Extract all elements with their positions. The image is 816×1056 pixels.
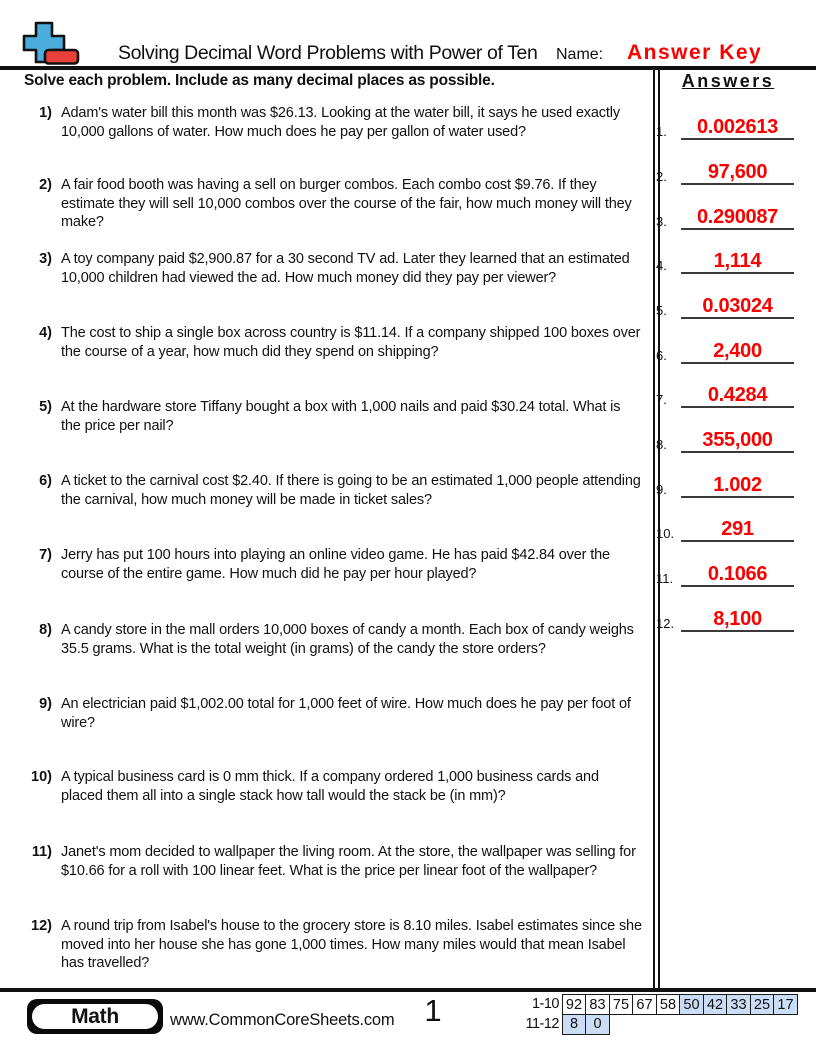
problem-number: 8) — [39, 622, 52, 638]
answer-row — [656, 114, 794, 140]
answer-blank-line — [681, 608, 794, 632]
score-row — [519, 994, 798, 1015]
answer-blank-line — [681, 340, 794, 364]
answer-blank-line — [681, 116, 794, 140]
answer-value: 1,114 — [713, 250, 762, 272]
answer-row — [656, 472, 794, 498]
problem-text: A candy store in the mall orders 10,000 boxes of candy a month. Each box of candy weighs 35.5 grams. What is the total weight (in grams) of the candy the store orders? — [61, 622, 634, 657]
answer-value: 291 — [721, 518, 754, 540]
problem-item — [24, 472, 643, 509]
score-cell: 0 — [585, 1014, 610, 1035]
answer-number: 9. — [656, 482, 667, 497]
page-title: Solving Decimal Word Problems with Power of Ten — [118, 42, 538, 64]
answer-blank-line — [681, 384, 794, 408]
subject-badge-pill — [30, 1002, 160, 1031]
answer-blank-line — [681, 161, 794, 185]
subject-label: Math — [71, 1004, 119, 1028]
answer-blank-line — [681, 518, 794, 542]
answer-row — [656, 338, 794, 364]
score-cell: 83 — [585, 994, 610, 1015]
problem-text: Adam's water bill this month was $26.13. Looking at the water bill, it says he used exactly 10,000 gallons of water. How much does he pay per gallon of water used? — [61, 105, 620, 140]
problem-number: 3) — [39, 251, 52, 267]
problem-number: 2) — [39, 177, 52, 193]
answer-blank-line — [681, 563, 794, 587]
answer-number: 12. — [656, 616, 675, 631]
answer-number: 10. — [656, 526, 675, 541]
score-cell: 67 — [632, 994, 657, 1015]
answer-value: 355,000 — [702, 429, 773, 451]
problem-number: 1) — [39, 105, 52, 121]
score-cell: 92 — [562, 994, 587, 1015]
score-cell: 50 — [679, 994, 704, 1015]
answer-number: 8. — [656, 437, 667, 452]
problem-number: 5) — [39, 399, 52, 415]
problem-number: 7) — [39, 547, 52, 563]
answer-blank-line — [681, 295, 794, 319]
answer-number: 3. — [656, 214, 667, 229]
score-cell: 42 — [703, 994, 728, 1015]
problem-text: A round trip from Isabel's house to the grocery store is 8.10 miles. Isabel estimates since she moved into her house she has gone 1,000 times. How many miles would that mean Isabel has travelled? — [61, 918, 642, 972]
score-row — [519, 1014, 798, 1035]
problem-number: 4) — [39, 325, 52, 341]
score-cell: 25 — [750, 994, 775, 1015]
answer-row — [656, 606, 794, 632]
problem-text: A toy company paid $2,900.87 for a 30 second TV ad. Later they learned that an estimated 10,000 children had viewed the ad. How much money did they pay per viewer? — [61, 251, 630, 286]
problem-text: At the hardware store Tiffany bought a box with 1,000 nails and paid $30.24 total. What is the price per nail? — [61, 399, 621, 434]
score-cell: 75 — [609, 994, 634, 1015]
score-cell: 58 — [656, 994, 681, 1015]
problem-item — [24, 324, 643, 361]
problem-number: 12) — [31, 918, 52, 934]
answer-blank-line — [681, 429, 794, 453]
answer-row — [656, 293, 794, 319]
answer-value: 0.4284 — [707, 384, 768, 406]
answer-value: 97,600 — [707, 161, 768, 183]
problem-item — [24, 398, 643, 435]
problem-number: 6) — [39, 473, 52, 489]
answer-number: 6. — [656, 348, 667, 363]
answer-number: 2. — [656, 169, 667, 184]
website-text: www.CommonCoreSheets.com — [170, 1011, 395, 1029]
answer-value: 0.1066 — [707, 563, 768, 585]
problem-item — [24, 250, 643, 287]
problem-number: 9) — [39, 696, 52, 712]
answer-number: 1. — [656, 124, 667, 139]
answer-number: 5. — [656, 303, 667, 318]
problem-item — [24, 843, 643, 880]
problem-text: A typical business card is 0 mm thick. If a company ordered 1,000 business cards and placed them all into a single stack how tall would the stack be (in mm)? — [61, 769, 599, 804]
score-cell: 17 — [773, 994, 798, 1015]
answer-row — [656, 204, 794, 230]
plus-minus-icon — [22, 21, 82, 69]
problem-item — [24, 621, 643, 658]
problem-text: Janet's mom decided to wallpaper the living room. At the store, the wallpaper was selling for $10.66 for a roll with 100 linear feet. What is the price per linear foot of the wallpaper? — [61, 844, 636, 879]
answers-heading: Answers — [681, 71, 775, 91]
problem-number: 10) — [31, 769, 52, 785]
answer-value: 0.290087 — [696, 206, 779, 228]
instructions-text: Solve each problem. Include as many decimal places as possible. — [24, 72, 495, 89]
name-label: Name: — [556, 46, 604, 63]
answer-row — [656, 516, 794, 542]
problem-item — [24, 917, 643, 973]
problem-text: A fair food booth was having a sell on burger combos. Each combo cost $9.76. If they estimate they will sell 10,000 combos over the course of the fair, how much money will they make? — [61, 177, 632, 231]
answer-number: 7. — [656, 392, 667, 407]
problem-item — [24, 176, 643, 232]
answer-row — [656, 159, 794, 185]
score-row-label: 1-10 — [531, 996, 559, 1012]
score-row-label: 11-12 — [525, 1015, 559, 1032]
answer-key-text: Answer Key — [627, 41, 763, 64]
answer-blank-line — [681, 206, 794, 230]
problem-text: An electrician paid $1,002.00 total for 1,000 feet of wire. How much does he pay per foot of wire? — [61, 696, 631, 731]
answer-value: 0.002613 — [696, 116, 779, 138]
answers-separator-line — [653, 68, 655, 990]
subject-badge — [27, 999, 163, 1034]
page-number: 1 — [424, 993, 442, 1028]
problem-number: 11) — [31, 844, 52, 860]
answer-row — [656, 248, 794, 274]
answer-blank-line — [681, 474, 794, 498]
answer-row — [656, 427, 794, 453]
answer-value: 8,100 — [713, 608, 762, 630]
answer-number: 11. — [656, 571, 674, 586]
problem-text: The cost to ship a single box across country is $11.14. If a company shipped 100 boxes over the course of a year, how much did they spend on shipping? — [61, 325, 641, 360]
answer-number: 4. — [656, 258, 667, 273]
answer-value: 2,400 — [713, 340, 762, 362]
problem-text: A ticket to the carnival cost $2.40. If there is going to be an estimated 1,000 people attending the carnival, how much money will be made in ticket sales? — [61, 473, 641, 508]
problem-item — [24, 104, 643, 141]
score-table — [519, 994, 798, 1035]
problem-item — [24, 695, 643, 732]
footer-divider — [0, 988, 816, 992]
answer-value: 0.03024 — [702, 295, 773, 317]
score-cell: 8 — [562, 1014, 587, 1035]
score-cell: 33 — [726, 994, 751, 1015]
problem-item — [24, 546, 643, 583]
answer-value: 1.002 — [713, 474, 762, 496]
answer-row — [656, 382, 794, 408]
answer-row — [656, 561, 794, 587]
problem-item — [24, 768, 643, 805]
answer-blank-line — [681, 250, 794, 274]
problem-text: Jerry has put 100 hours into playing an online video game. He has paid $42.84 over the course of the entire game. How much did he pay per hour played? — [61, 547, 610, 582]
header-divider — [0, 66, 816, 70]
